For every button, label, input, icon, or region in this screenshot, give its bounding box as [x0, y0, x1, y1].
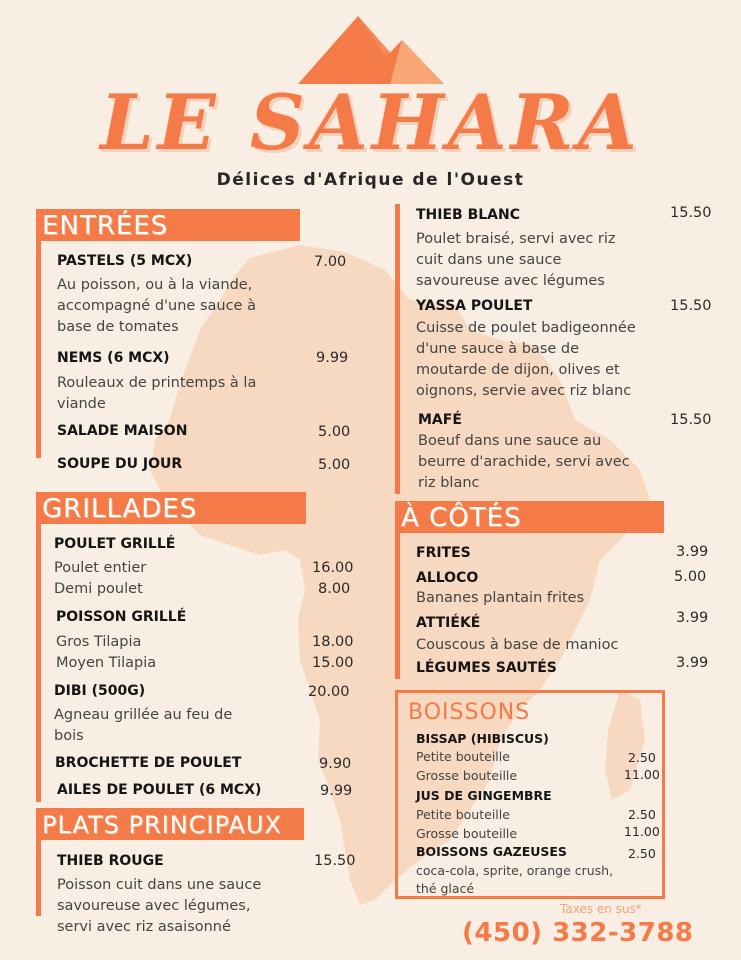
- section-bar: [36, 840, 41, 916]
- section-title-cotes: À CÔTÉS: [395, 501, 664, 533]
- menu-item-price: 5.00: [318, 424, 351, 440]
- drink-size-label: Grosse bouteille: [416, 826, 518, 841]
- menu-item-price: 15.50: [314, 853, 356, 869]
- phone-number[interactable]: (450) 332-3788: [462, 918, 694, 948]
- drink-price: 2.50: [628, 750, 656, 765]
- section-title-entrees: ENTRÉES: [36, 209, 300, 241]
- menu-item-price: 20.00: [308, 684, 350, 700]
- menu-item-desc: Couscous à base de manioc: [416, 637, 619, 653]
- drink-size-label: Grosse bouteille: [416, 768, 518, 783]
- menu-item-price: 15.50: [670, 298, 712, 314]
- taxes-note: Taxes en sus*: [560, 902, 642, 916]
- section-title-boissons: BOISSONS: [408, 700, 531, 725]
- menu-item-price: 9.90: [319, 756, 352, 772]
- section-bar: [395, 204, 400, 494]
- menu-item-price: 15.50: [670, 205, 712, 221]
- menu-subitem-price: 8.00: [318, 581, 351, 597]
- menu-item-name: MAFÉ: [418, 412, 462, 428]
- drink-name: BISSAP (HIBISCUS): [416, 731, 549, 746]
- menu-item-name: NEMS (6 MCX): [57, 350, 170, 366]
- drink-desc: coca-cola, sprite, orange crush,: [416, 863, 614, 878]
- menu-subitem-label: Poulet entier: [54, 560, 147, 576]
- menu-item-name: SALADE MAISON: [57, 423, 188, 439]
- menu-item-price: 5.00: [674, 569, 707, 585]
- menu-item-desc: Rouleaux de printemps à la viande: [57, 375, 257, 412]
- drink-name: BOISSONS GAZEUSES: [416, 844, 567, 859]
- menu-item-desc: Agneau grillée au feu de bois: [54, 707, 233, 744]
- menu-item-name: ATTIÉKÉ: [416, 615, 481, 631]
- menu-item-price: 7.00: [314, 254, 347, 270]
- menu-item-desc: Cuisse de poulet badigeonnée d'une sauce à base de moutarde de dijon, olives et oignons, servie avec riz blanc: [416, 320, 636, 399]
- menu-subitem-label: Moyen Tilapia: [56, 655, 157, 671]
- menu-item-price: 15.50: [670, 412, 712, 428]
- menu-item-name: DIBI (500G): [54, 683, 146, 699]
- menu-subitem-price: 18.00: [312, 634, 354, 650]
- menu-item-desc: Poulet braisé, servi avec riz cuit dans une sauce savoureuse avec légumes: [416, 231, 616, 289]
- drink-desc: thé glacé: [416, 881, 475, 896]
- menu-item-name: POISSON GRILLÉ: [56, 609, 187, 625]
- pyramid-logo-icon: [0, 0, 741, 90]
- menu-item-name: PASTELS (5 MCX): [57, 253, 193, 269]
- menu-item-desc: Poisson cuit dans une sauce savoureuse avec légumes, servi avec riz asaisonné: [57, 877, 262, 935]
- menu-subitem-label: Gros Tilapia: [56, 634, 142, 650]
- menu-item-price: 9.99: [316, 350, 349, 366]
- menu-item-desc: Bananes plantain frites: [416, 590, 585, 606]
- menu-item-name: FRITES: [416, 545, 471, 561]
- section-title-grillades: GRILLADES: [36, 492, 306, 524]
- menu-item-price: 9.99: [320, 783, 353, 799]
- menu-item-desc: Boeuf dans une sauce au beurre d'arachide, servi avec riz blanc: [418, 433, 630, 491]
- menu-subitem-price: 15.00: [312, 655, 354, 671]
- drink-name: JUS DE GINGEMBRE: [416, 788, 552, 803]
- menu-item-name: ALLOCO: [416, 570, 479, 586]
- menu-item-price: 3.99: [676, 655, 709, 671]
- drink-price: 11.00: [624, 824, 660, 839]
- section-bar: [36, 524, 41, 802]
- menu-item-name: LÉGUMES SAUTÉS: [416, 660, 557, 676]
- menu-item-price: 5.00: [318, 457, 351, 473]
- menu-subitem-label: Demi poulet: [54, 581, 143, 597]
- section-bar: [36, 241, 41, 458]
- menu-item-price: 3.99: [676, 610, 709, 626]
- menu-item-name: POULET GRILLÉ: [54, 536, 176, 552]
- section-title-plats: PLATS PRINCIPAUX: [36, 808, 304, 840]
- menu-item-name: THIEB ROUGE: [57, 853, 164, 869]
- menu-subitem-price: 16.00: [312, 560, 354, 576]
- menu-item-name: YASSA POULET: [416, 298, 533, 314]
- drink-price: 2.50: [628, 807, 656, 822]
- menu-item-name: AILES DE POULET (6 MCX): [57, 782, 262, 798]
- drink-price: 11.00: [624, 767, 660, 782]
- drink-price: 2.50: [628, 846, 656, 861]
- tagline: Délices d'Afrique de l'Ouest: [216, 170, 525, 190]
- menu-item-desc: Au poisson, ou à la viande, accompagné d'une sauce à base de tomates: [57, 277, 256, 335]
- section-bar: [395, 533, 400, 679]
- restaurant-name: LE SAHARA: [100, 78, 641, 167]
- drink-size-label: Petite bouteille: [416, 749, 510, 764]
- menu-item-name: SOUPE DU JOUR: [57, 456, 183, 472]
- menu-item-name: BROCHETTE DE POULET: [55, 755, 242, 771]
- menu-item-price: 3.99: [676, 544, 709, 560]
- menu-item-name: THIEB BLANC: [416, 207, 521, 223]
- drink-size-label: Petite bouteille: [416, 807, 510, 822]
